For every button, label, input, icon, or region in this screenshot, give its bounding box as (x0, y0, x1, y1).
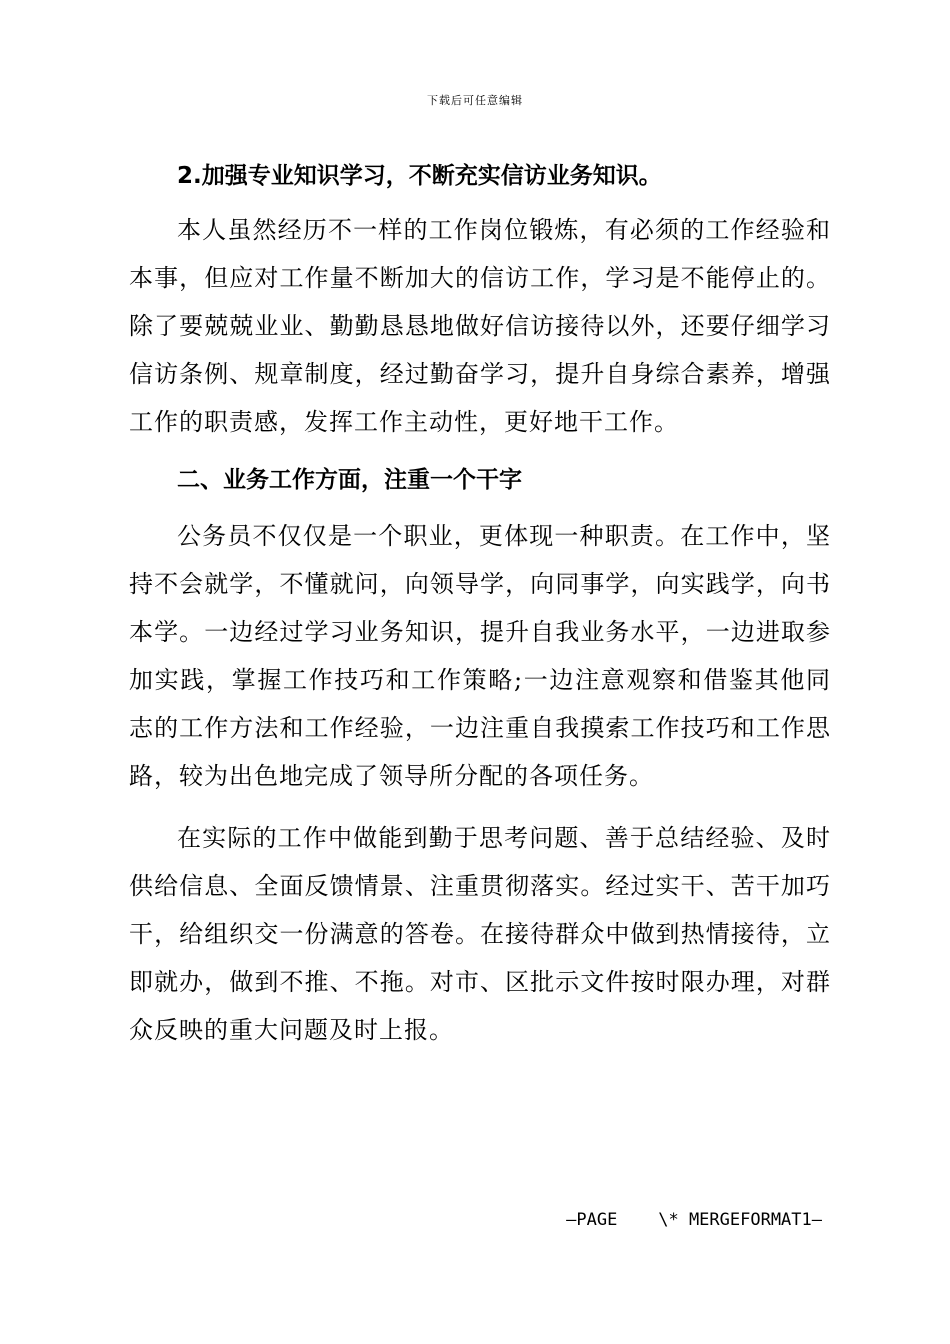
section-heading-business: 二、业务工作方面，注重一个干字 (177, 467, 522, 493)
section-heading-knowledge: 2.加强专业知识学习，不断充实信访业务知识。 (177, 163, 662, 189)
paragraph-duty: 公务员不仅仅是一个职业，更体现一种职责。在工作中，坚持不会就学，不懂就问，向领导学，向同事学，向实践学，向书本学。一边经过学习业务知识，提升自我业务水平，一边进取参加实践，掌握工作技巧和工作策略;一边注意观察和借鉴其他同志的工作方法和工作经验，一边注重自我摸索工作技巧和工作思路，较为出色地完成了领导所分配的各项任务。 (129, 522, 831, 790)
document-body (129, 158, 831, 1054)
page-header-note: 下载后可任意编辑 (427, 94, 523, 107)
paragraph-practice: 在实际的工作中做能到勤于思考问题、善于总结经验、及时供给信息、全面反馈情景、注重贯彻落实。经过实干、苦干加巧干，给组织交一份满意的答卷。在接待群众中做到热情接待，立即就办，做到不推、不拖。对市、区批示文件按时限办理，对群众反映的重大问题及时上报。 (129, 824, 831, 1044)
page-number-field: —PAGE \* MERGEFORMAT1— (566, 1210, 822, 1230)
paragraph-study: 本人虽然经历不一样的工作岗位锻炼，有必须的工作经验和本事，但应对工作量不断加大的信访工作，学习是不能停止的。除了要兢兢业业、勤勤恳恳地做好信访接待以外，还要仔细学习信访条例、规章制度，经过勤奋学习，提升自身综合素养，增强工作的职责感，发挥工作主动性，更好地干工作。 (129, 216, 831, 436)
